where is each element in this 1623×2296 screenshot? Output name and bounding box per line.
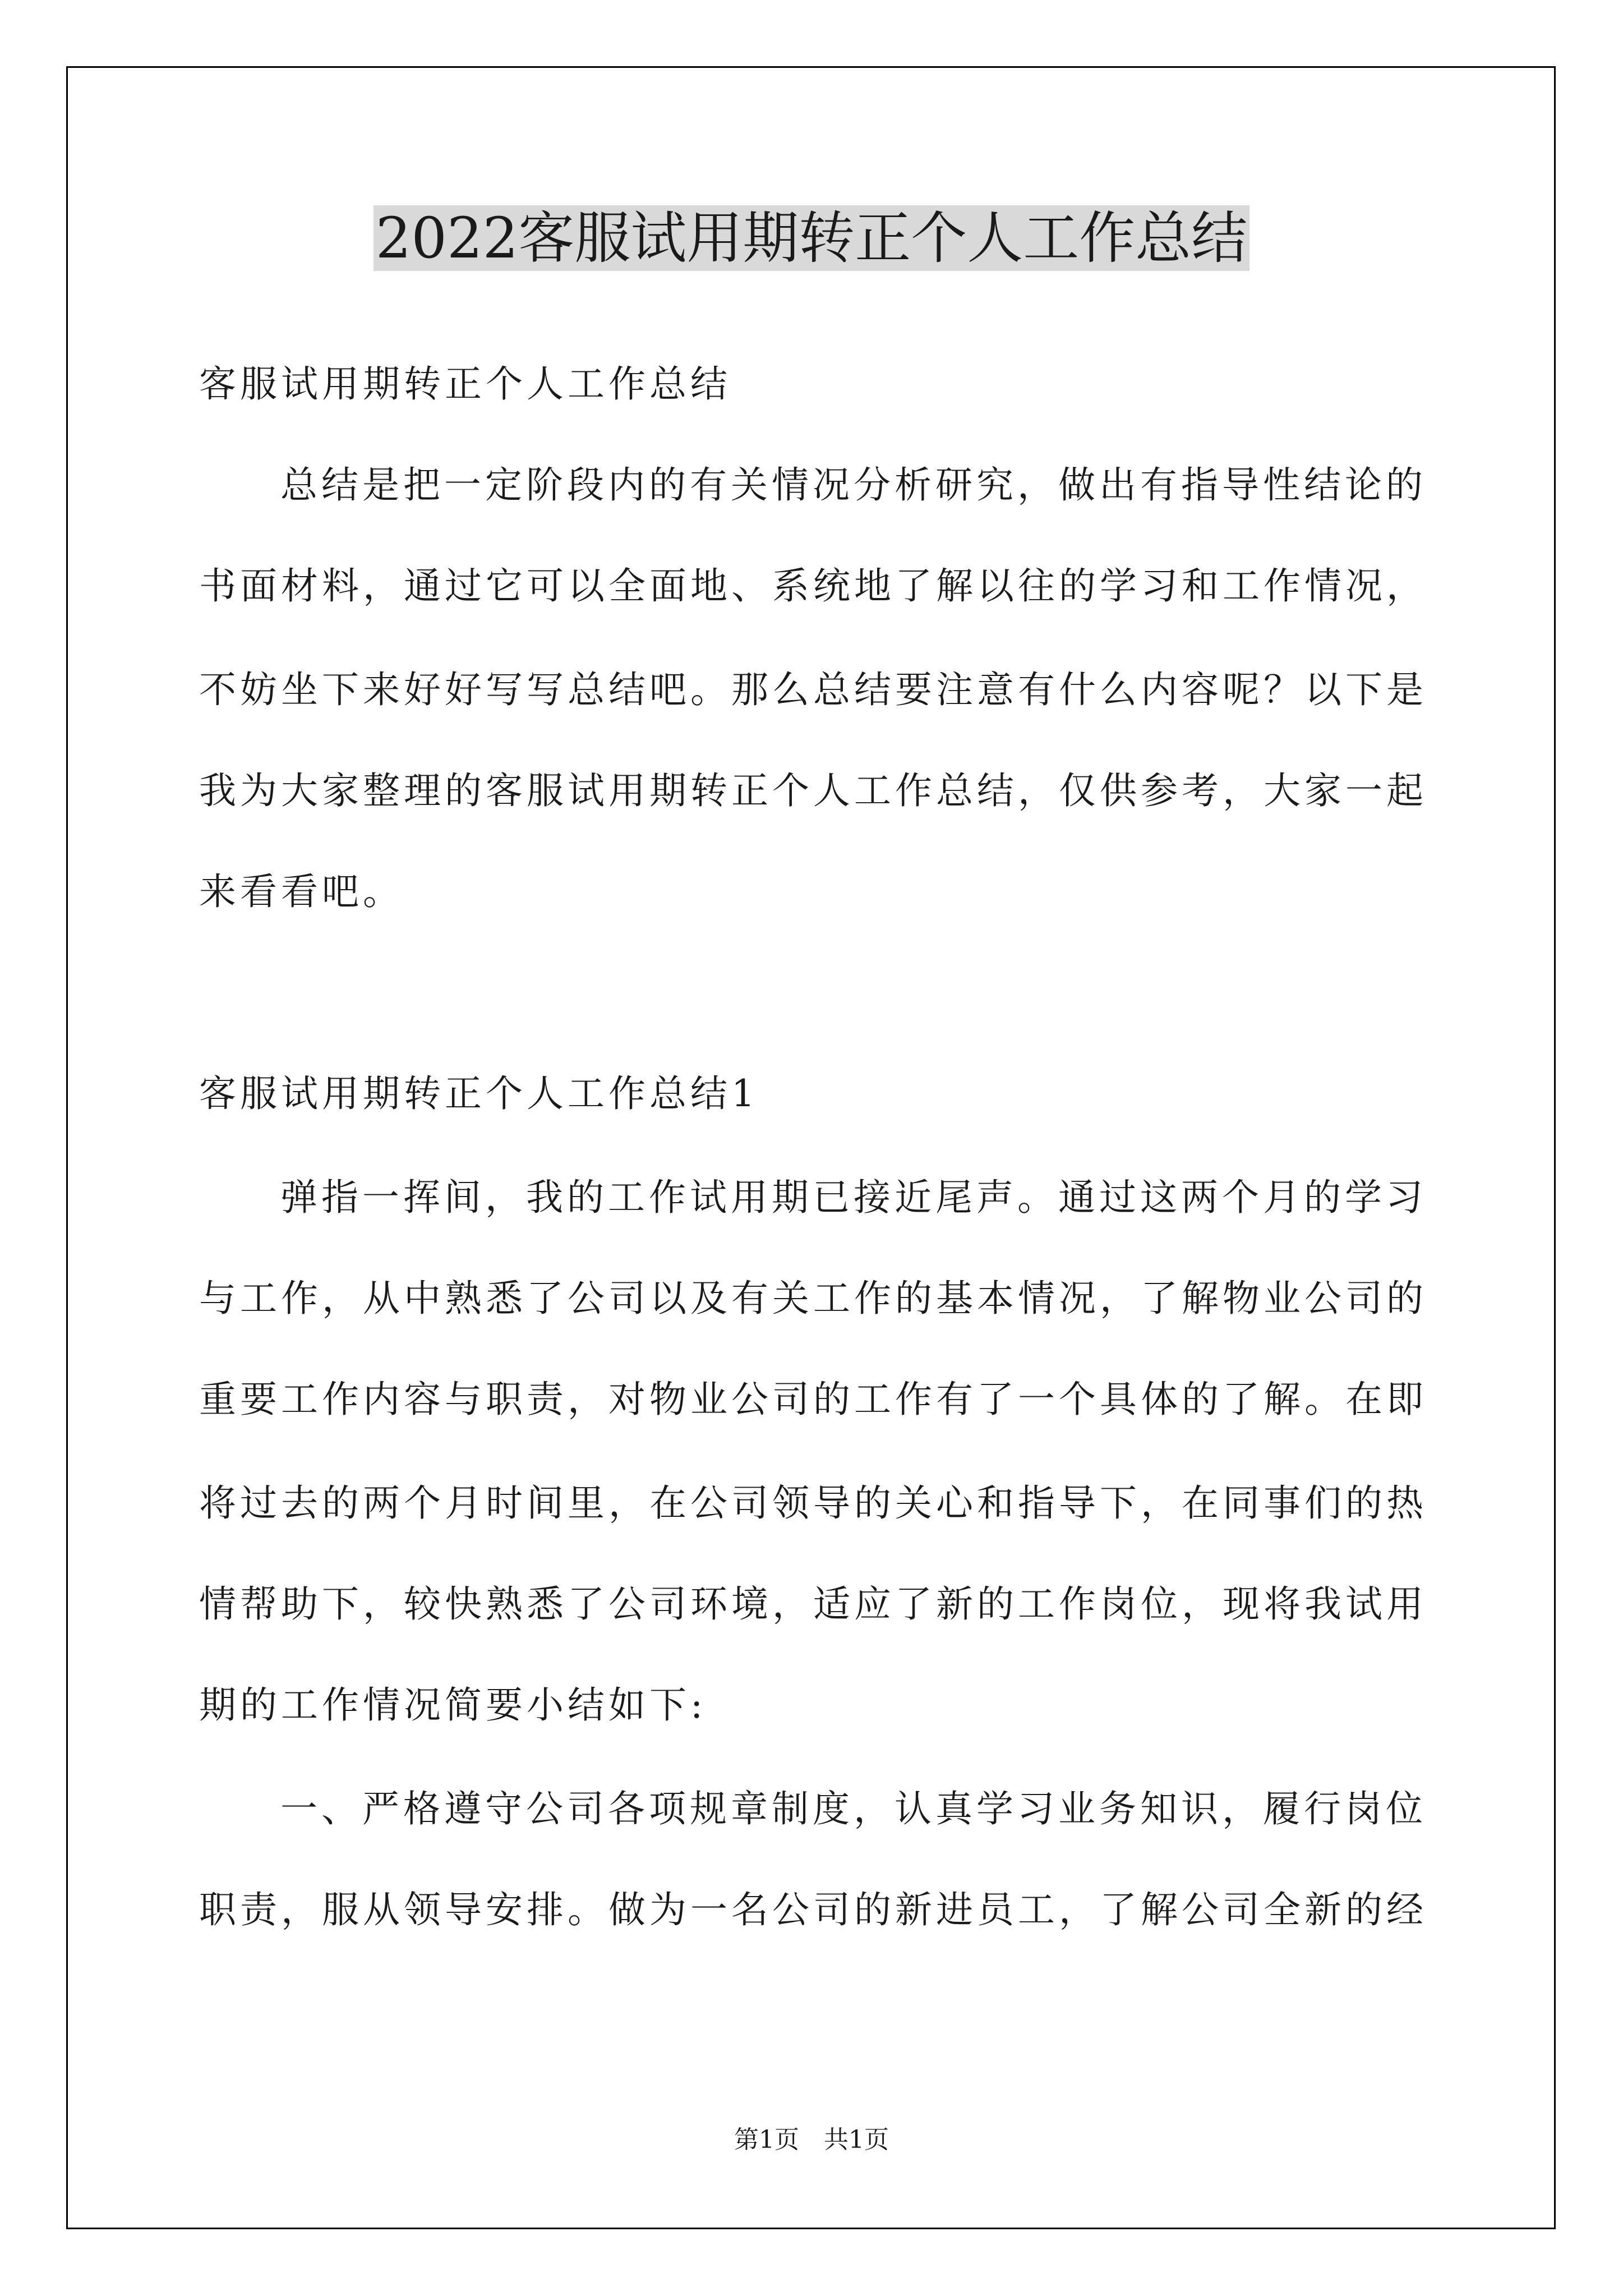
intro-line: 来看看吧。	[199, 870, 404, 913]
paragraph-line: 情帮助下，较快熟悉了公司环境，适应了新的工作岗位，现将我试用	[199, 1582, 1427, 1626]
document-title-text: 2022客服试用期转正个人工作总结	[374, 205, 1250, 271]
intro-line: 总结是把一定阶段内的有关情况分析研究，做出有指导性结论的	[280, 463, 1427, 507]
paragraph-line: 一、严格遵守公司各项规章制度，认真学习业务知识，履行岗位	[280, 1787, 1427, 1830]
section-heading: 客服试用期转正个人工作总结1	[199, 1072, 759, 1115]
paragraph-line: 期的工作情况简要小结如下:	[199, 1683, 707, 1727]
intro-line: 书面材料，通过它可以全面地、系统地了解以往的学习和工作情况，	[199, 564, 1427, 608]
paragraph-line: 将过去的两个月时间里，在公司领导的关心和指导下，在同事们的热	[199, 1481, 1427, 1525]
paragraph-line: 重要工作内容与职责，对物业公司的工作有了一个具体的了解。在即	[199, 1378, 1427, 1421]
paragraph-line: 与工作，从中熟悉了公司以及有关工作的基本情况，了解物业公司的	[199, 1277, 1427, 1320]
paragraph-line: 职责，服从领导安排。做为一名公司的新进员工，了解公司全新的经	[199, 1888, 1427, 1931]
page-number-footer: 第1页 共1页	[734, 2125, 889, 2154]
document-title	[0, 199, 1623, 278]
intro-line: 不妨坐下来好好写写总结吧。那么总结要注意有什么内容呢？以下是	[199, 668, 1427, 711]
subtitle: 客服试用期转正个人工作总结	[199, 362, 731, 406]
paragraph-line: 弹指一挥间，我的工作试用期已接近尾声。通过这两个月的学习	[280, 1176, 1427, 1219]
intro-line: 我为大家整理的客服试用期转正个人工作总结，仅供参考，大家一起	[199, 769, 1427, 812]
